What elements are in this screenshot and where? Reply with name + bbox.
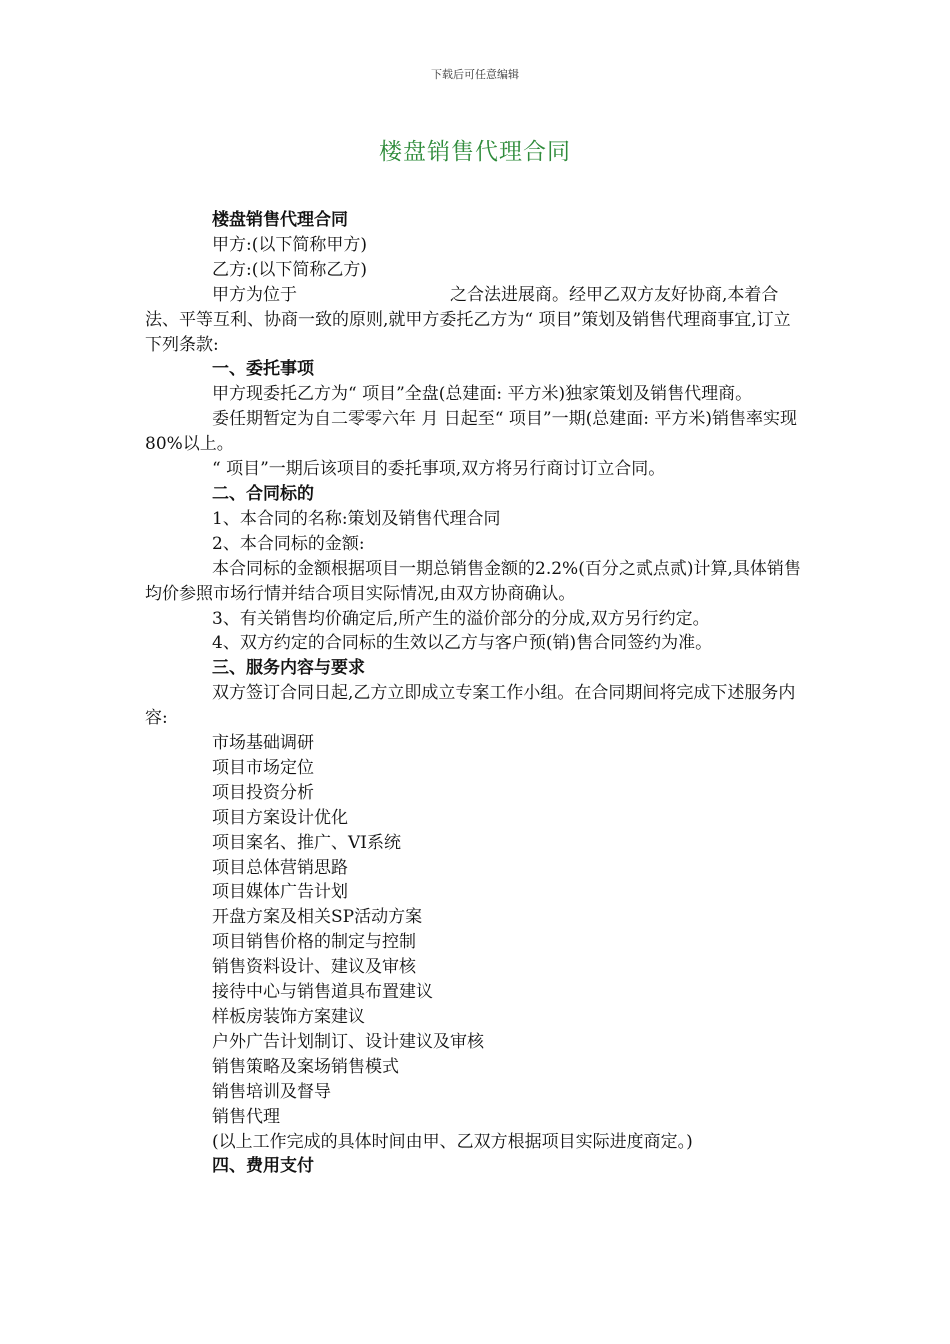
body-paragraph: 项目销售价格的制定与控制 [212,932,416,953]
body-paragraph: 甲方为位于 之合法进展商。经甲乙双方友好协商,本着合法、平等互利、协商一致的原则,就甲方委托乙方为“ 项目”策划及销售代理商事宜,订立下列条款: [145,284,791,355]
body-paragraph: 1、本合同的名称:策划及销售代理合同 [212,508,501,529]
body-paragraph: (以上工作完成的具体时间由甲、乙双方根据项目实际进度商定。) [212,1131,693,1152]
section-heading: 楼盘销售代理合同 [212,210,348,230]
body-paragraph: 委任期暂定为自二零零六年 月 日起至“ 项目”一期(总建面: 平方米)销售率实现80%以上。 [145,409,797,455]
body-paragraph: 本合同标的金额根据项目一期总销售金额的2.2%(百分之贰点贰)计算,具体销售均价参照市场行情并结合项目实际情况,由双方协商确认。 [145,558,801,604]
body-paragraph: 户外广告计划制订、设计建议及审核 [212,1031,484,1052]
body-paragraph: 2、本合同标的金额: [212,533,365,554]
section-heading: 三、服务内容与要求 [212,658,365,679]
document-title: 楼盘销售代理合同 [379,139,571,165]
body-paragraph: 销售资料设计、建议及审核 [212,957,416,978]
body-paragraph: 样板房装饰方案建议 [212,1007,365,1027]
body-paragraph: 市场基础调研 [212,733,314,754]
body-paragraph: 项目市场定位 [212,757,314,778]
body-paragraph: 销售策略及案场销售模式 [212,1056,399,1077]
body-paragraph: 乙方:(以下简称乙方) [212,259,367,280]
section-heading: 一、委托事项 [212,359,314,380]
body-paragraph: 项目总体营销思路 [212,857,348,878]
body-paragraph: 项目投资分析 [212,782,314,803]
header-note: 下载后可任意编辑 [431,68,519,81]
body-paragraph: 接待中心与销售道具布置建议 [212,982,433,1003]
body-paragraph: 3、有关销售均价确定后,所产生的溢价部分的分成,双方另行约定。 [212,608,710,629]
body-paragraph: 甲方:(以下简称甲方) [212,234,367,255]
body-paragraph: 销售培训及督导 [212,1081,331,1102]
body-paragraph: “ 项目”一期后该项目的委托事项,双方将另行商讨订立合同。 [212,459,666,480]
body-paragraph: 双方签订合同日起,乙方立即成立专案工作小组。在合同期间将完成下述服务内容: [145,683,796,729]
body-paragraph: 项目媒体广告计划 [212,882,348,903]
body-paragraph: 销售代理 [212,1106,280,1127]
document-body [145,208,805,1179]
body-paragraph: 项目案名、推广、VI系统 [212,832,401,853]
body-paragraph: 项目方案设计优化 [212,807,348,828]
body-paragraph: 甲方现委托乙方为“ 项目”全盘(总建面: 平方米)独家策划及销售代理商。 [212,384,753,405]
section-heading: 四、费用支付 [212,1156,314,1177]
body-paragraph: 4、双方约定的合同标的生效以乙方与客户预(销)售合同签约为准。 [212,633,713,654]
body-paragraph: 开盘方案及相关SP活动方案 [212,907,423,928]
section-heading: 二、合同标的 [212,483,314,504]
